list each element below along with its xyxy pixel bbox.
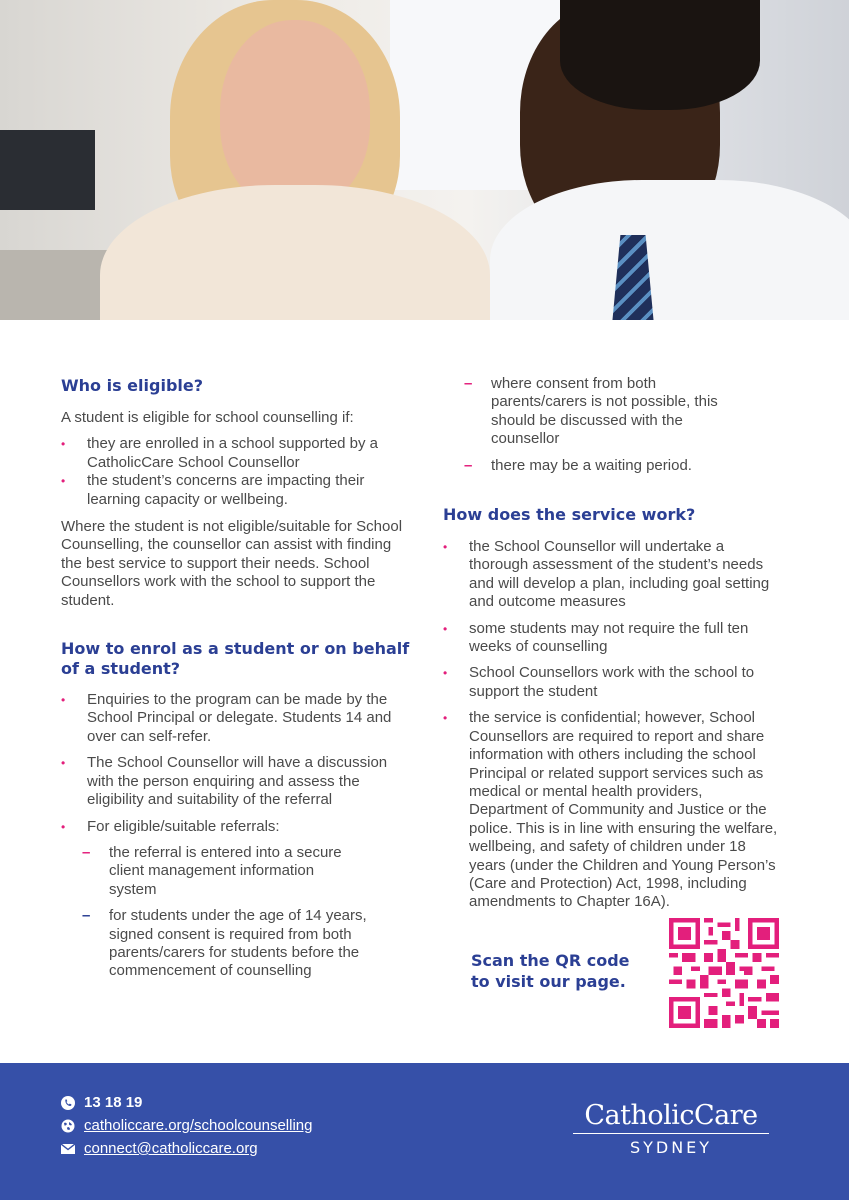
list-item: – where consent from both parents/carers is not possible, this should be discussed with the counsellor (464, 375, 718, 448)
student-shirt (490, 180, 849, 320)
list-item: – there may be a waiting period. (464, 456, 692, 474)
footer-website-link[interactable]: catholiccare.org/schoolcounselling (61, 1117, 312, 1134)
qr-code-icon[interactable] (669, 918, 779, 1028)
list-item: • the service is confidential; however, School Counsellors are required to report and share information with others including the school Principal or related support services such as medical or mental health providers, Department of Community and Justice or the police. This is in line with ensuring the welfare, wellbeing, and safety of children under 18 years (under the Children and Young Person’s (Care and Protection) Act, 1998, including amendments to Chapter 16A). (443, 709, 793, 911)
enrol-sublist-2 (61, 907, 411, 981)
eligible-paragraph: Where the student is not eligible/suitable for School Counselling, the counsellor can assist with finding the best service to support their needs. School Counsellors work with the school to support the student. (61, 518, 403, 609)
list-item: • the student’s concerns are impacting their learning capacity or wellbeing. (61, 472, 411, 509)
list-item: • the School Counsellor will undertake a thorough assessment of the student’s needs and will develop a plan, including goal setting and outcome measures (443, 538, 793, 612)
list-item: • The School Counsellor will have a discussion with the person enquiring and assess the eligibility and suitability of the referral (61, 754, 411, 809)
qr-caption: Scan the QR code to visit our page. (471, 951, 630, 991)
background-monitor (0, 130, 95, 210)
student-hair (560, 0, 760, 110)
hero-photo (0, 0, 849, 320)
footer-phone[interactable]: 13 18 19 (61, 1094, 142, 1111)
envelope-icon (61, 1142, 75, 1156)
list-item: • some students may not require the full ten weeks of counselling (443, 620, 793, 657)
logo-city: SYDNEY (629, 1138, 713, 1157)
globe-icon (61, 1119, 75, 1133)
catholiccare-logo (573, 1101, 769, 1157)
right-column (443, 376, 793, 912)
enrol-heading: How to enrol as a student or on behalf of a student? (61, 639, 410, 679)
list-item: – the referral is entered into a secure client management information system (82, 843, 342, 898)
phone-icon (61, 1096, 75, 1110)
list-item: – for students under the age of 14 years, signed consent is required from both parents/carers for students before the commencement of counselling (82, 907, 367, 980)
enrol-list (61, 691, 411, 836)
service-heading: How does the service work? (443, 505, 696, 525)
counsellor-face (220, 20, 370, 210)
counsellor-sweater (100, 185, 490, 320)
eligible-heading: Who is eligible? (61, 376, 204, 395)
enrol-sublist (61, 844, 411, 899)
list-item: • Enquiries to the program can be made by the School Principal or delegate. Students 14 and over can self-refer. (61, 691, 411, 746)
list-item: • For eligible/suitable referrals: (61, 818, 411, 836)
logo-wordmark: CatholicCare (584, 1100, 758, 1131)
list-item: • School Counsellors work with the school to support the student (443, 664, 793, 701)
footer-email-link[interactable]: connect@catholiccare.org (61, 1140, 258, 1157)
eligible-intro: A student is eligible for school counselling if: (61, 409, 354, 426)
enrol-sublist-continued (443, 375, 793, 475)
service-list (443, 538, 793, 912)
eligible-list (61, 435, 411, 509)
list-item: • they are enrolled in a school supported by a CatholicCare School Counsellor (61, 435, 411, 472)
left-column (61, 376, 411, 981)
logo-divider (573, 1133, 769, 1134)
